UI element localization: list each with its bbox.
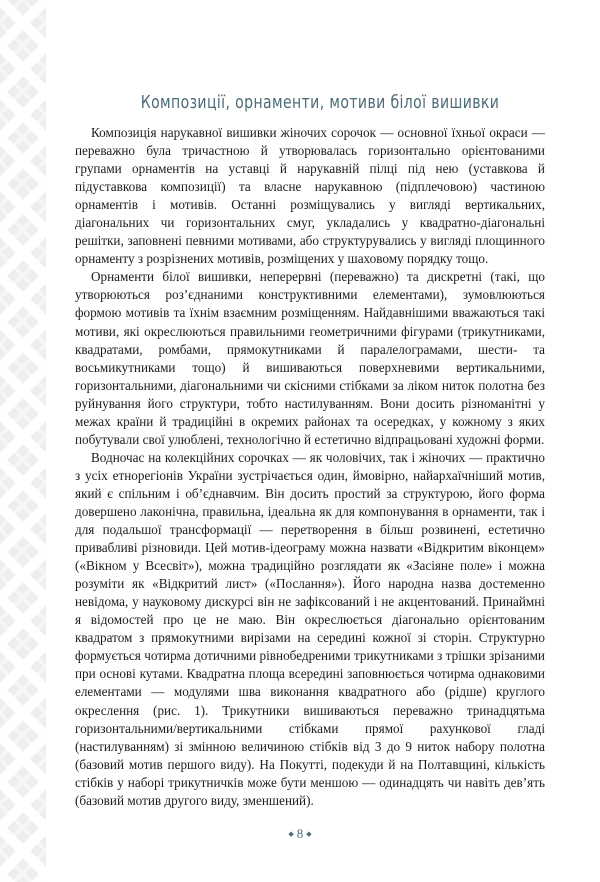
paragraph-3: Водночас на колекційних сорочках — як чоловічих, так і жіночих — практично з усіх етнорегіонів України зустрічається один, ймовірно, найархаїчніший мотив, який є спільним і об’єднавчим. Він досить простий за структурою, його форма довершено лаконічна, правильна, ідеальна як для компонування в орнаменти, так і для подальшої трансформації — перетворення в більш розвинені, естетично привабливі різновиди. Цей мотив-ідеограму можна назвати «Відкритим віконцем» («Вікном у Всесвіт»), можна традиційно розглядати як «Засіяне поле» і можна розуміти як «Відкритий лист» («Послання»). Його народна назва достеменно невідома, у науковому дискурсі він не зафіксований і не акцентований. Принаймні я відомостей про це не маю. Він окреслюється діагонально орієнтованим квадратом з прямокутними вирізами на середині кожної зі сторін. Структурно формується чотирма дотичними рівнобедреними трикутниками з трішки зрізаними при основі кутами. Квадратна площа всередині заповнюється чотирма однаковими елементами — модулями шва виконання квадратного або (рідше) круглого окреслення (рис. 1). Трикутники вишиваються переважно тринадцятьма горизонтальними/вертикальними стібками прямої рахункової гладі (настилуванням) зі змінною величиною стібків від 3 до 9 ниток набору полотна (базовий мотив першого виду). На Покутті, подекуди й на Полтавщині, кількість стібків у наборі трикутничків може бути меншою — одинадцять чи навіть дев’ять (базовий мотив другого виду, зменшений).	[75, 449, 545, 808]
page-number-footer	[0, 826, 600, 842]
body-text	[75, 124, 545, 810]
page-title: Композиції, орнаменти, мотиви білої вишивки	[140, 92, 500, 113]
diamond-left-icon: ◆	[288, 830, 294, 838]
paragraph-2: Орнаменти білої вишивки, неперервні (переважно) та дискретні (такі, що утворюються роз’єднаними конструктивними елементами), зумовлюються формою мотивів та їхнім взаємним розміщенням. Найдавнішими вважаються такі мотиви, які окреслюються правильними геометричними фігурами (трикутниками, квадратами, ромбами, прямокутниками й паралелограмами, шести- та восьмикутниками тощо) й вишиваються поверхневими вертикальними, горизонтальними, діагональними чи скісними стібками за ліком ниток полотна без руйнування його структури, тобто настилуванням. Вони досить різноманітні у межах країни й традиційні в окремих районах та осередках, у кожному з яких побутували свої улюблені, технологічно й естетично відпрацьовані художні форми.	[75, 269, 545, 447]
diamond-right-icon: ◆	[306, 830, 312, 838]
paragraph-1: Композиція нарукавної вишивки жіночих сорочок — основної їхньої окраси — переважно була тричастною й утворювалась горизонтально орієнтованими групами орнаментів на уставці й нарукавній пілці під нею (уставкова й підуставкова композиції) та власне нарукавною (підплечовою) частиною орнаментів і мотивів. Останні розміщувались у вигляді вертикальних, діагональних чи горизонтальних смуг, укладались у квадратно-діагональні решітки, заповнені певними мотивами, або структурувались у вигляді площинного орнаменту з розрізнених мотивів, розміщених у шаховому порядку тощо.	[75, 125, 545, 267]
embroidery-border-ornament	[0, 0, 46, 882]
page-number: 8	[296, 826, 304, 841]
